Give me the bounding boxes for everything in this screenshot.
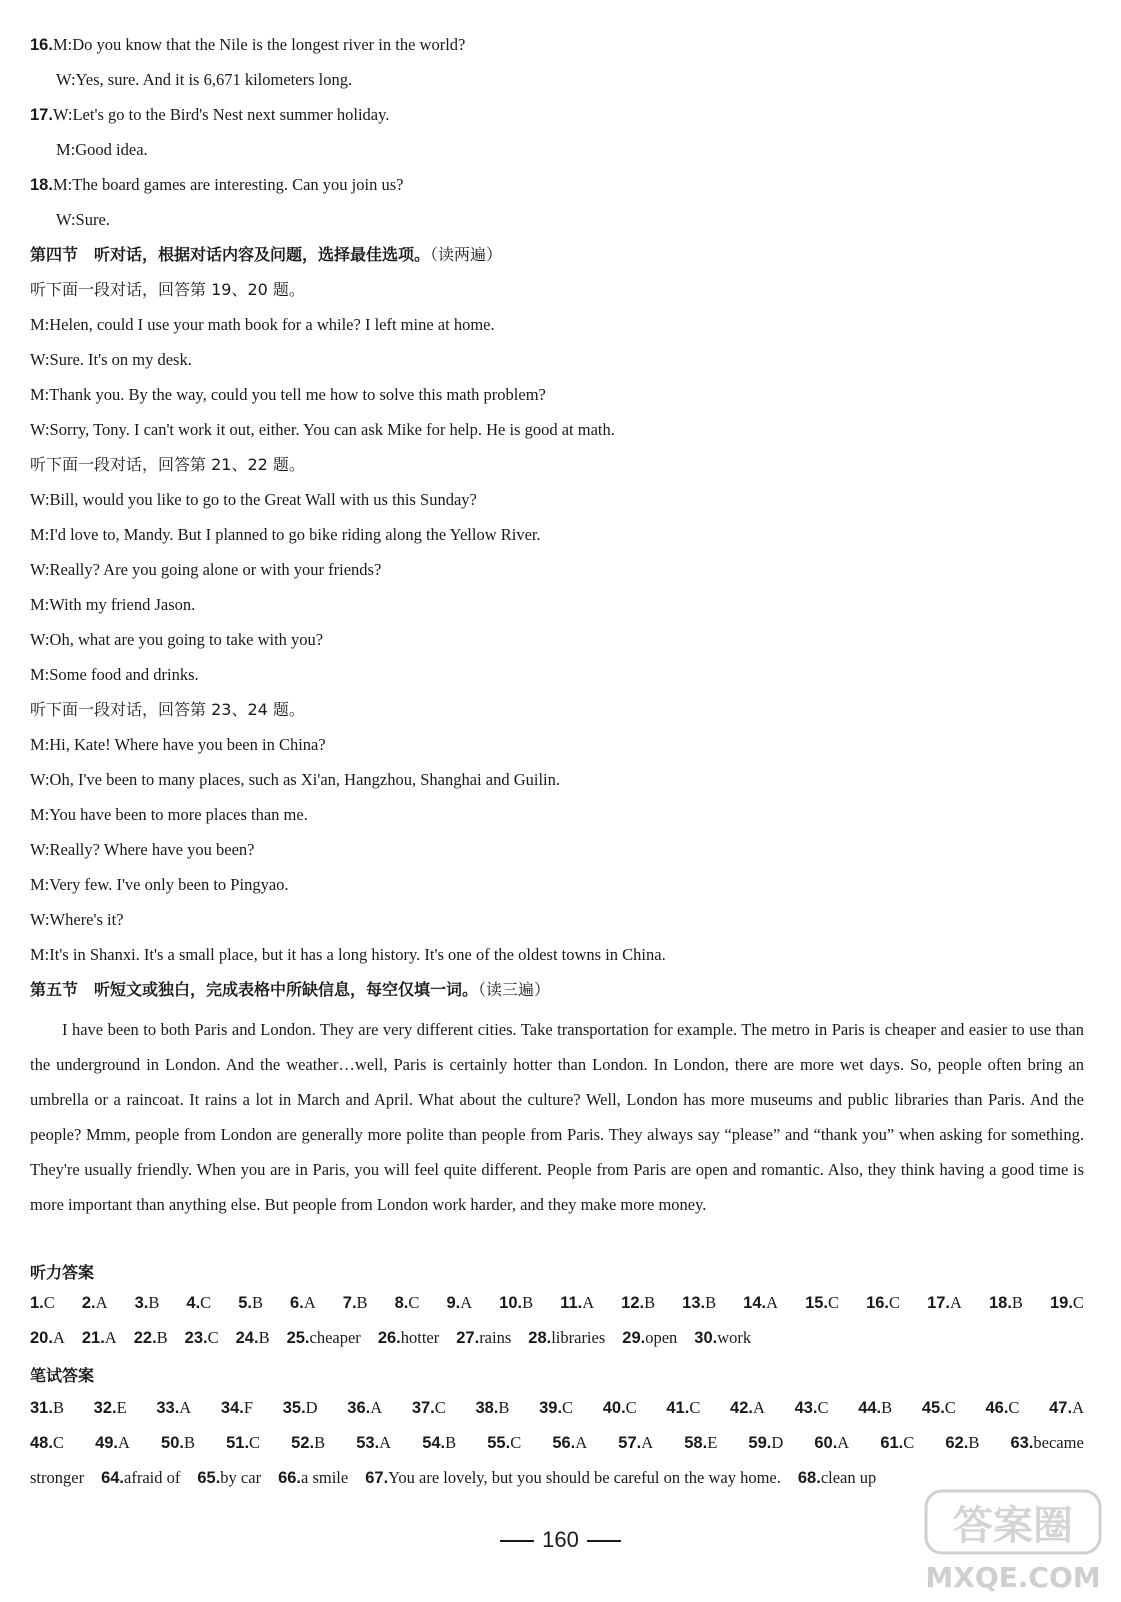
answer-number: 63.	[1010, 1434, 1034, 1452]
answer-number: 62.	[945, 1434, 969, 1452]
answer-number: 44.	[858, 1399, 882, 1417]
dialogue-line: W:Where's it?	[30, 910, 124, 929]
answer-number: 52.	[291, 1434, 315, 1452]
answer-item	[618, 1433, 653, 1453]
answer-item	[475, 1398, 509, 1418]
answer-item	[539, 1398, 573, 1418]
answer-number: 1.	[30, 1294, 44, 1312]
dialogue-line: M:It's in Shanxi. It's a small place, but it has a long history. It's one of the oldest towns in China.	[30, 945, 666, 964]
answer-value: A	[118, 1433, 130, 1452]
group-1-intro: 听下面一段对话，回答第 19、20 题。	[30, 280, 305, 299]
answer-value: C	[903, 1433, 915, 1452]
watermark-url-text: MXQE.COM	[925, 1561, 1101, 1594]
written-answers-row-1	[30, 1398, 1084, 1418]
dialogue-line: 16.M:Do you know that the Nile is the longest river in the world?	[30, 35, 466, 54]
answer-number: 32.	[93, 1399, 117, 1417]
answer-item	[528, 1328, 605, 1347]
answer-number: 27.	[456, 1329, 480, 1347]
answer-number: 37.	[411, 1399, 435, 1417]
answer-item	[795, 1398, 829, 1418]
answer-value: A	[582, 1293, 595, 1312]
answer-item	[694, 1328, 751, 1347]
answer-value: open	[645, 1328, 678, 1347]
answer-item	[356, 1433, 391, 1453]
answer-number: 5.	[238, 1294, 252, 1312]
answer-value: C	[1008, 1398, 1020, 1417]
answer-value: C	[200, 1293, 212, 1312]
answer-value: A	[379, 1433, 392, 1452]
answer-value: B	[183, 1433, 195, 1452]
answer-value: A	[950, 1293, 962, 1312]
answer-value: afraid of	[124, 1468, 181, 1487]
answer-value: work	[717, 1328, 752, 1347]
answer-item	[446, 1293, 472, 1313]
answer-item	[682, 1293, 716, 1313]
answer-item	[197, 1468, 261, 1487]
answer-number: 39.	[539, 1399, 563, 1417]
answer-value: C	[689, 1398, 701, 1417]
answer-number: 68.	[797, 1469, 821, 1487]
answer-number: 13.	[682, 1294, 706, 1312]
answer-item	[278, 1468, 348, 1487]
answer-item	[30, 1328, 65, 1347]
answer-item	[221, 1398, 253, 1418]
dialogue-line: W:Oh, what are you going to take with you?	[30, 630, 324, 649]
answer-value: A	[179, 1398, 192, 1417]
answer-value: C	[817, 1398, 829, 1417]
answer-number: 28.	[528, 1329, 552, 1347]
answer-item	[927, 1293, 962, 1313]
answer-value: C	[889, 1293, 901, 1312]
answer-value: B	[705, 1293, 717, 1312]
answer-value: D	[771, 1433, 784, 1452]
answer-item	[82, 1328, 117, 1347]
answer-item	[161, 1433, 195, 1453]
dialogue-line: M:You have been to more places than me.	[30, 805, 308, 824]
answer-item	[798, 1468, 876, 1487]
dialogue-line: M:Thank you. By the way, could you tell me how to solve this math problem?	[30, 385, 546, 404]
page-number: 160	[0, 1527, 1121, 1553]
answer-number: 64.	[101, 1469, 125, 1487]
answer-item	[456, 1328, 511, 1347]
answer-number: 55.	[487, 1434, 511, 1452]
answer-number: 48.	[30, 1434, 53, 1452]
answer-item	[880, 1433, 914, 1453]
answer-item	[378, 1328, 439, 1347]
listening-answers-row-2	[30, 1328, 1084, 1348]
answer-item	[666, 1398, 700, 1418]
answer-value: A	[52, 1328, 65, 1347]
answer-item	[30, 1433, 64, 1453]
answer-value: C	[249, 1433, 261, 1452]
answer-item	[805, 1293, 839, 1313]
answer-value: libraries	[551, 1328, 606, 1347]
answer-value: C	[408, 1293, 420, 1312]
answer-number: 46.	[985, 1399, 1009, 1417]
dialogue-line: W:Sorry, Tony. I can't work it out, either. You can ask Mike for help. He is good at math.	[30, 420, 615, 439]
answer-value: A	[575, 1433, 588, 1452]
answer-number: 17.	[927, 1294, 951, 1312]
answer-item	[1049, 1398, 1084, 1418]
answer-value: B	[258, 1328, 270, 1347]
answer-item	[748, 1433, 783, 1453]
answer-number: 25.	[286, 1329, 310, 1347]
answer-number: 60.	[814, 1434, 838, 1452]
dialogue-line: W:Yes, sure. And it is 6,671 kilometers long.	[56, 70, 353, 89]
answer-number: 14.	[743, 1294, 767, 1312]
answer-number: 8.	[394, 1294, 409, 1312]
answer-value: C	[625, 1398, 637, 1417]
answer-number: 38.	[475, 1399, 499, 1417]
answer-number: 29.	[622, 1329, 646, 1347]
answer-number: 36.	[347, 1399, 371, 1417]
answer-value: A	[1072, 1398, 1084, 1417]
answer-value: A	[641, 1433, 654, 1452]
answer-item	[30, 1468, 84, 1487]
answer-value: B	[881, 1398, 893, 1417]
dialogue-line: W:Really? Where have you been?	[30, 840, 255, 859]
answer-value: C	[828, 1293, 840, 1312]
answer-item	[866, 1293, 900, 1313]
answer-number: 3.	[134, 1294, 149, 1312]
answer-item	[684, 1433, 717, 1453]
dialogue-line: 17.W:Let's go to the Bird's Nest next summer holiday.	[30, 105, 390, 124]
answer-value: D	[305, 1398, 318, 1417]
answer-number: 54.	[422, 1434, 446, 1452]
answer-value: A	[752, 1398, 765, 1417]
answer-item	[422, 1433, 456, 1453]
answer-item	[1010, 1433, 1083, 1453]
answer-number: 56.	[552, 1434, 576, 1452]
answer-item	[487, 1433, 521, 1453]
answer-value: B	[251, 1293, 263, 1312]
answer-value: rains	[479, 1328, 512, 1347]
answer-number: 35.	[282, 1399, 306, 1417]
answer-value: B	[1011, 1293, 1023, 1312]
dialogue-line: 18.M:The board games are interesting. Can you join us?	[30, 175, 404, 194]
answer-value: C	[43, 1293, 55, 1312]
answer-number: 21.	[81, 1329, 105, 1347]
answer-item	[82, 1293, 108, 1313]
dialogue-line: M:Helen, could I use your math book for a while? I left mine at home.	[30, 315, 495, 334]
answer-number: 40.	[602, 1399, 626, 1417]
answer-item	[560, 1293, 594, 1313]
answer-item	[985, 1398, 1019, 1418]
answer-value: B	[52, 1398, 64, 1417]
answer-item	[94, 1398, 127, 1418]
answer-number: 16.	[866, 1294, 890, 1312]
answer-item	[743, 1293, 778, 1313]
answer-item	[1050, 1293, 1084, 1313]
answer-number: 58.	[684, 1434, 708, 1452]
answer-value: became	[1033, 1433, 1084, 1452]
dialogue-line: W:Bill, would you like to go to the Great Wall with us this Sunday?	[30, 490, 477, 509]
answer-value: A	[95, 1293, 108, 1312]
answer-number: 50.	[161, 1434, 184, 1452]
answer-number: 11.	[560, 1294, 583, 1312]
answer-item	[226, 1433, 260, 1453]
listening-passage: I have been to both Paris and London. They are very different cities. Take transportation for example. The metro in Paris is cheaper and easier to use than the underground in London. And the weather…well, Paris is certainly hotter than London. In London, there are more wet days. So, people often bring an umbrella or a raincoat. It rains a lot in March and April. What about the culture? Well, London has more museums and public libraries than Paris. And the people? Mmm, people from London are generally more polite than people from Paris. They always say “please” and “thank you” when asking for something. They're usually friendly. When you are in Paris, you will feel quite different. People from Paris are open and romantic. Also, they think having a good time is more important than anything else. But people from London work harder, and they make more money.	[30, 1020, 1084, 1214]
watermark-logo	[918, 1485, 1108, 1597]
answer-item	[95, 1433, 130, 1453]
answer-item	[922, 1398, 956, 1418]
answer-value: A	[837, 1433, 850, 1452]
answer-value: B	[314, 1433, 326, 1452]
answer-number: 42.	[730, 1399, 753, 1417]
answer-item	[30, 1398, 64, 1418]
answer-item	[236, 1328, 270, 1347]
answer-value: by car	[220, 1468, 262, 1487]
answer-value: B	[498, 1398, 510, 1417]
answer-number: 67.	[365, 1469, 389, 1487]
answer-item	[186, 1293, 211, 1313]
answer-number: 53.	[356, 1434, 380, 1452]
answer-number: 19.	[1049, 1294, 1073, 1312]
answer-value: C	[52, 1433, 64, 1452]
written-answers-row-2	[30, 1433, 1084, 1453]
answer-item	[552, 1433, 587, 1453]
dialogue-line: M:With my friend Jason.	[30, 595, 196, 614]
answer-number: 22.	[133, 1329, 157, 1347]
answer-value: B	[148, 1293, 160, 1312]
watermark-logo-text: 答案圈	[953, 1503, 1073, 1549]
answer-number: 61.	[880, 1434, 904, 1452]
answer-number: 31.	[30, 1399, 53, 1417]
written-answers-heading: 笔试答案	[30, 1366, 95, 1385]
answer-value: You are lovely, but you should be careful on the way home.	[388, 1468, 781, 1487]
answer-number: 30.	[694, 1329, 718, 1347]
answer-number: 12.	[621, 1294, 645, 1312]
answer-item	[156, 1398, 191, 1418]
answer-value: clean up	[820, 1468, 877, 1487]
answer-number: 23.	[184, 1329, 208, 1347]
answer-number: 18.	[988, 1294, 1012, 1312]
listening-answers-row-1	[30, 1293, 1084, 1313]
answer-number: 66.	[278, 1469, 302, 1487]
answer-item	[343, 1293, 368, 1313]
answer-item	[185, 1328, 219, 1347]
answer-value: C	[510, 1433, 522, 1452]
answer-item	[135, 1293, 160, 1313]
answer-number: 43.	[794, 1399, 818, 1417]
answer-item	[347, 1398, 382, 1418]
answer-number: 4.	[186, 1294, 201, 1312]
answer-item	[499, 1293, 533, 1313]
answer-value: B	[522, 1293, 534, 1312]
section-4-title: 第四节 听对话，根据对话内容及问题，选择最佳选项。（读两遍）	[30, 245, 503, 264]
answer-item	[858, 1398, 892, 1418]
answer-number: 51.	[226, 1434, 250, 1452]
answer-item	[395, 1293, 420, 1313]
group-2-intro: 听下面一段对话，回答第 21、22 题。	[30, 455, 305, 474]
section-5-title: 第五节 听短文或独白，完成表格中所缺信息，每空仅填一词。（读三遍）	[30, 980, 551, 999]
answer-number: 45.	[921, 1399, 945, 1417]
dialogue-line: W:Really? Are you going alone or with your friends?	[30, 560, 382, 579]
answer-item	[989, 1293, 1023, 1313]
answer-value: A	[104, 1328, 117, 1347]
dialogue-line: M:Hi, Kate! Where have you been in China?	[30, 735, 326, 754]
group-3-intro: 听下面一段对话，回答第 23、24 题。	[30, 700, 305, 719]
dialogue-line: M:I'd love to, Mandy. But I planned to go bike riding along the Yellow River.	[30, 525, 541, 544]
answer-value: C	[207, 1328, 219, 1347]
answer-number: 20.	[30, 1329, 53, 1347]
answer-number: 33.	[156, 1399, 180, 1417]
answer-item	[291, 1433, 325, 1453]
answer-value: E	[707, 1433, 718, 1452]
answer-value: F	[243, 1398, 254, 1417]
answer-item	[290, 1293, 316, 1313]
dialogue-line: M:Some food and drinks.	[30, 665, 199, 684]
answer-value: a smile	[301, 1468, 349, 1487]
answer-value: B	[445, 1433, 457, 1452]
answer-number: 10.	[499, 1294, 523, 1312]
answer-number: 47.	[1049, 1399, 1073, 1417]
answer-value: E	[116, 1398, 127, 1417]
answer-value: stronger	[30, 1468, 85, 1487]
answer-item	[134, 1328, 168, 1347]
dialogue-line: W:Oh, I've been to many places, such as Xi'an, Hangzhou, Shanghai and Guilin.	[30, 770, 560, 789]
answer-number: 24.	[235, 1329, 259, 1347]
answer-value: hotter	[400, 1328, 440, 1347]
answer-value: cheaper	[309, 1328, 361, 1347]
answer-number: 34.	[220, 1399, 244, 1417]
answer-value: A	[460, 1293, 473, 1312]
answer-item	[603, 1398, 637, 1418]
answer-number: 57.	[618, 1434, 642, 1452]
answer-value: A	[766, 1293, 779, 1312]
dialogue-line: M:Very few. I've only been to Pingyao.	[30, 875, 289, 894]
answer-value: B	[156, 1328, 168, 1347]
answer-number: 65.	[197, 1469, 221, 1487]
answer-number: 6.	[290, 1294, 304, 1312]
answer-number: 49.	[95, 1434, 118, 1452]
dialogue-line: W:Sure. It's on my desk.	[30, 350, 192, 369]
answer-item	[287, 1328, 361, 1347]
answer-value: B	[968, 1433, 980, 1452]
answer-value: B	[644, 1293, 656, 1312]
answer-item	[621, 1293, 655, 1313]
answer-item	[814, 1433, 849, 1453]
answer-item	[412, 1398, 446, 1418]
answer-value: C	[944, 1398, 956, 1417]
answer-item	[730, 1398, 765, 1418]
answer-number: 7.	[342, 1294, 357, 1312]
answer-number: 41.	[666, 1399, 690, 1417]
answer-item	[30, 1293, 55, 1313]
answer-number: 2.	[81, 1294, 96, 1312]
answer-item	[622, 1328, 677, 1347]
answer-item	[945, 1433, 979, 1453]
dialogue-line: M:Good idea.	[56, 140, 148, 159]
answer-item	[283, 1398, 318, 1418]
answer-value: A	[370, 1398, 383, 1417]
answer-value: B	[356, 1293, 368, 1312]
answer-number: 26.	[377, 1329, 401, 1347]
answer-number: 59.	[748, 1434, 772, 1452]
listening-answers-heading: 听力答案	[30, 1263, 95, 1282]
answer-item	[238, 1293, 263, 1313]
dialogue-line: W:Sure.	[56, 210, 110, 229]
answer-item	[101, 1468, 180, 1487]
answer-item	[365, 1468, 781, 1487]
answer-value: C	[1072, 1293, 1084, 1312]
answer-value: C	[562, 1398, 574, 1417]
answer-value: A	[303, 1293, 316, 1312]
answer-number: 15.	[805, 1294, 829, 1312]
answer-number: 9.	[446, 1294, 461, 1312]
answer-value: C	[434, 1398, 446, 1417]
